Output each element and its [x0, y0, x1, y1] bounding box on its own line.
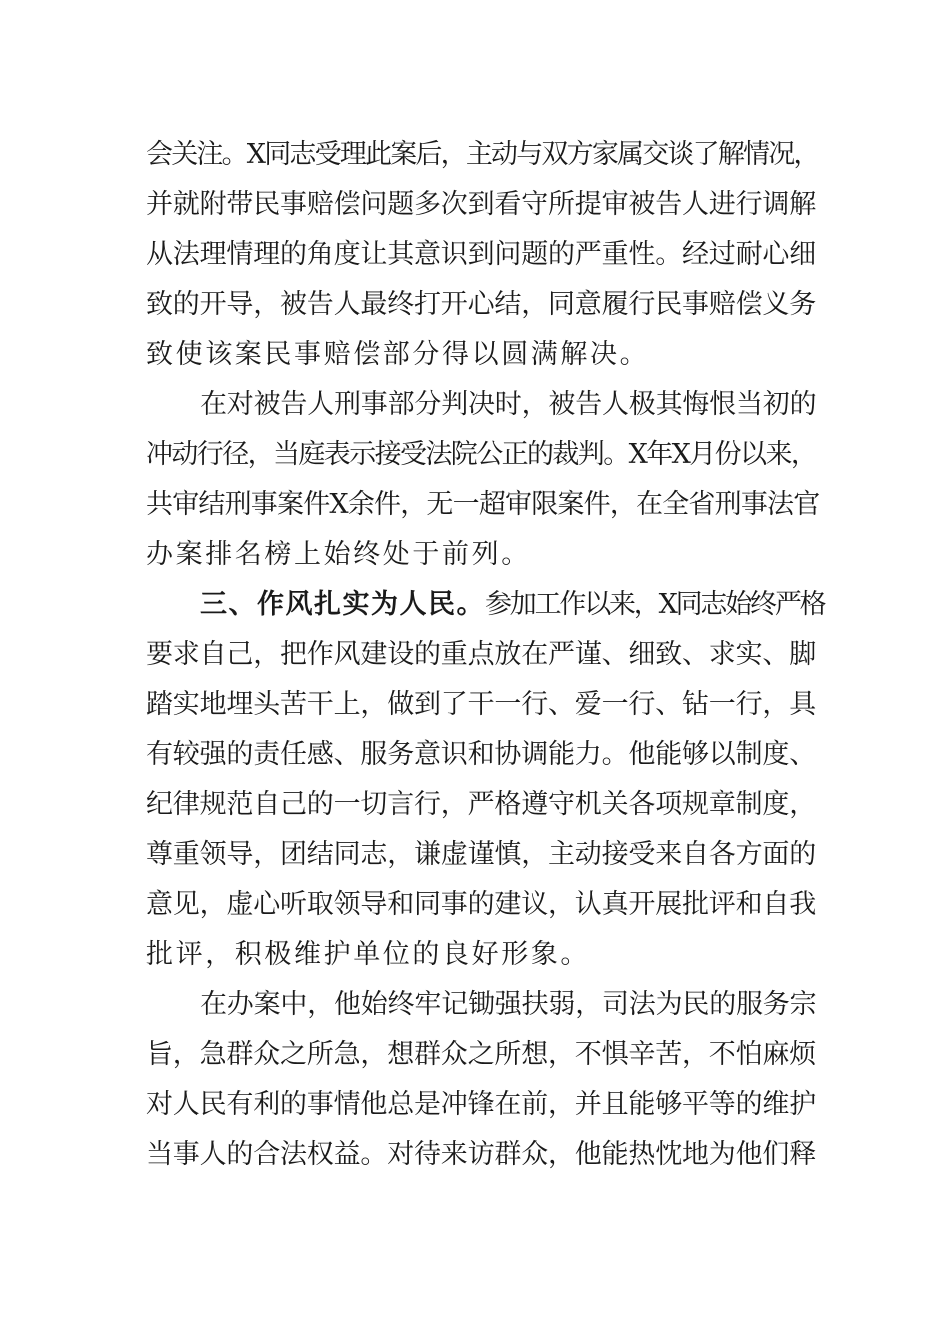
paragraph-2-line-2: 冲动行径，当庭表示接受法院公正的裁判。X年X月份以来， [146, 439, 817, 470]
paragraph-4-line-2: 旨，急群众之所急，想群众之所想，不惧辛苦，不怕麻烦 [146, 1039, 816, 1070]
paragraph-4-line-3: 对人民有利的事情他总是冲锋在前，并且能够平等的维护 [146, 1089, 816, 1120]
paragraph-3-line-5: 纪律规范自己的一切言行，严格遵守机关各项规章制度， [146, 789, 816, 820]
paragraph-3-line-1 [200, 585, 824, 625]
paragraph-3-line-1-text: 参加工作以来，X同志始终严格 [485, 589, 825, 620]
paragraph-3-line-2: 要求自己，把作风建设的重点放在严谨、细致、求实、脚 [146, 639, 816, 670]
paragraph-3-line-3: 踏实地埋头苦干上，做到了干一行、爱一行、钻一行，具 [146, 689, 816, 720]
paragraph-2-line-3: 共审结刑事案件X余件，无一超审限案件，在全省刑事法官 [146, 489, 820, 520]
section-heading: 三、作风扎实为人民。 [200, 589, 485, 620]
paragraph-1-line-5: 致使该案民事赔偿部分得以圆满解决。 [146, 339, 650, 370]
paragraph-3-line-4: 有较强的责任感、服务意识和协调能力。他能够以制度、 [146, 739, 816, 770]
paragraph-3-line-8: 批评，积极维护单位的良好形象。 [146, 939, 590, 970]
paragraph-1-line-4: 致的开导，被告人最终打开心结，同意履行民事赔偿义务 [146, 289, 816, 320]
paragraph-3-line-6: 尊重领导，团结同志，谦虚谨慎，主动接受来自各方面的 [146, 839, 816, 870]
paragraph-2-line-1: 在对被告人刑事部分判决时，被告人极其悔恨当初的 [200, 389, 817, 420]
paragraph-4-line-1: 在办案中，他始终牢记锄强扶弱，司法为民的服务宗 [200, 989, 817, 1020]
paragraph-4-line-4: 当事人的合法权益。对待来访群众，他能热忱地为他们释 [146, 1139, 816, 1170]
paragraph-1-line-3: 从法理情理的角度让其意识到问题的严重性。经过耐心细 [146, 239, 816, 270]
paragraph-2-line-4: 办案排名榜上始终处于前列。 [146, 539, 531, 570]
paragraph-3-line-7: 意见，虚心听取领导和同事的建议，认真开展批评和自我 [146, 889, 816, 920]
paragraph-1-line-2: 并就附带民事赔偿问题多次到看守所提审被告人进行调解 [146, 189, 816, 220]
paragraph-1-line-1: 会关注。X同志受理此案后，主动与双方家属交谈了解情况， [146, 139, 819, 170]
